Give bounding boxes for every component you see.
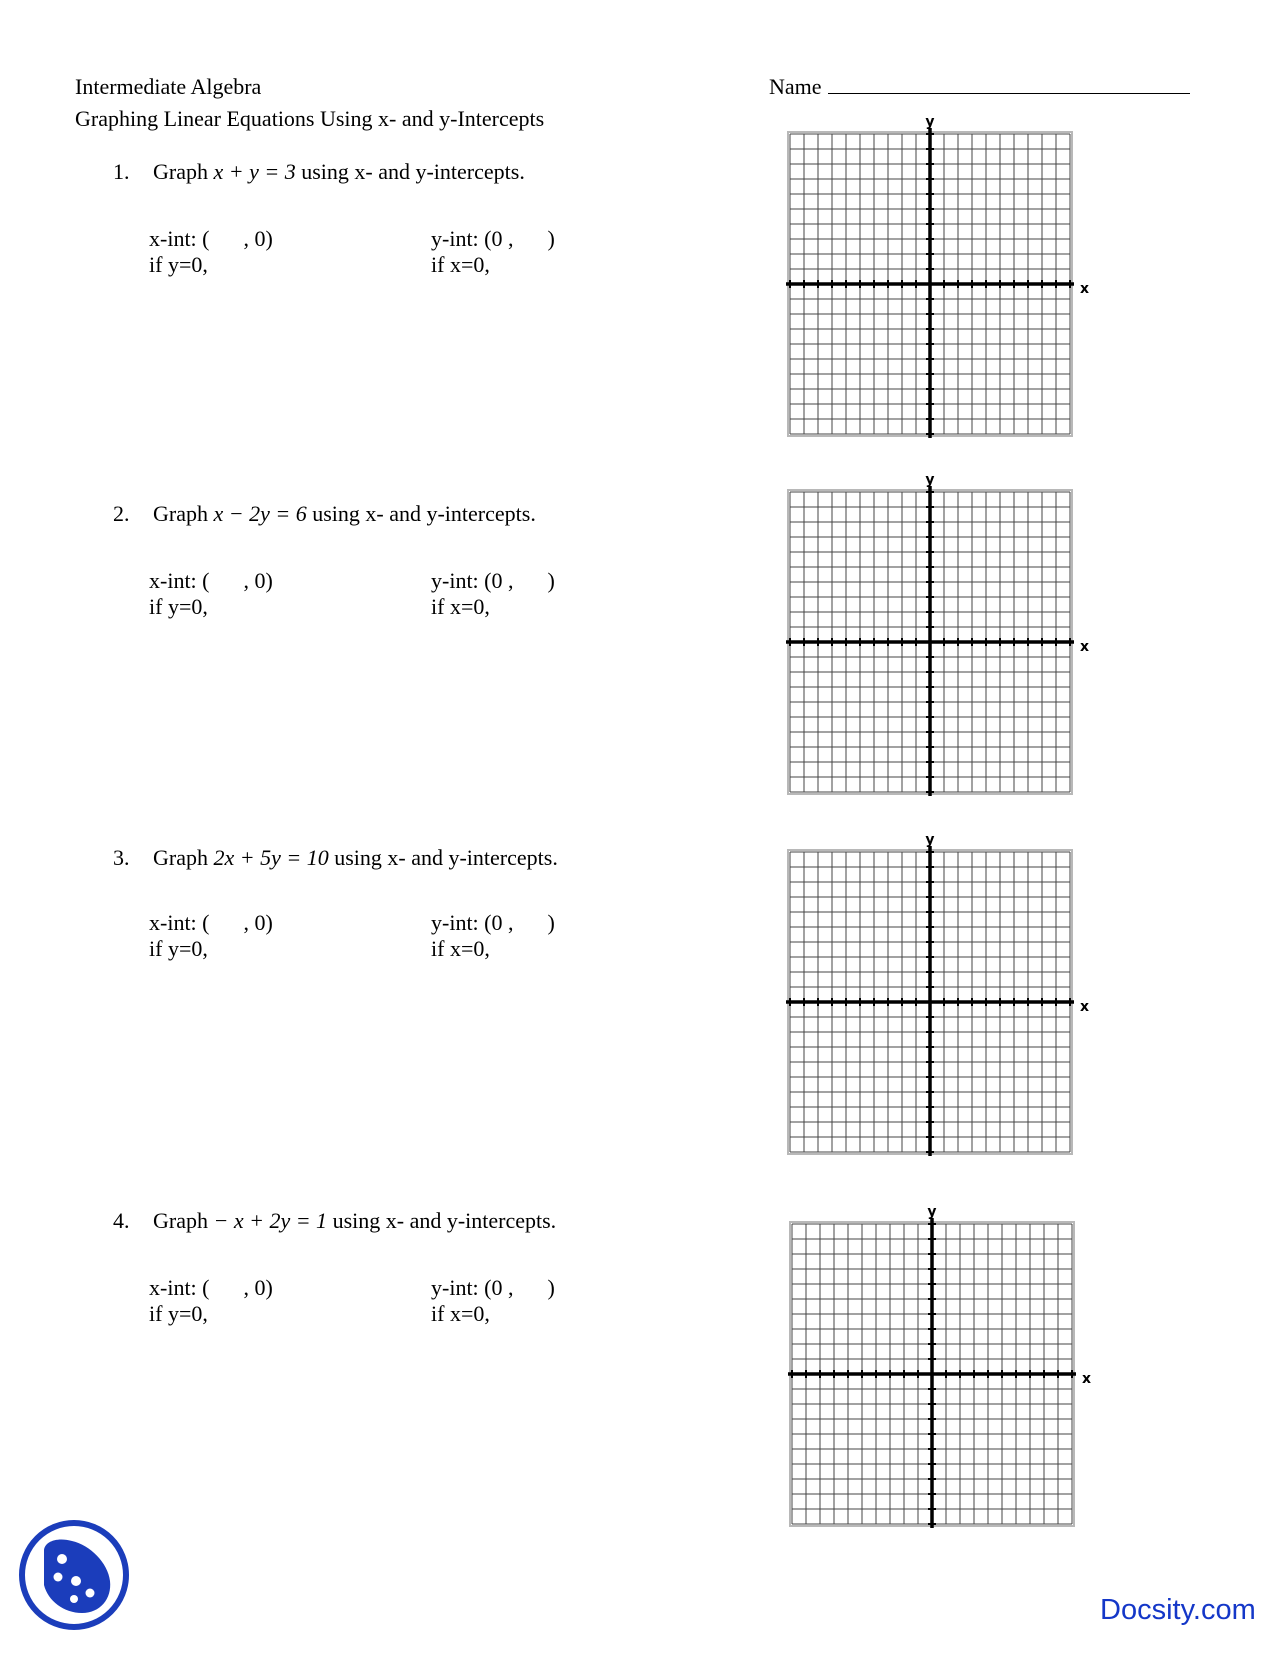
- problem-suffix: using x- and y-intercepts.: [332, 1208, 557, 1233]
- yint-label: y-int: (0 ,: [431, 910, 514, 935]
- x-axis-label: x: [1082, 1371, 1092, 1387]
- yint-close: ): [547, 1275, 555, 1300]
- x-axis-label: x: [1080, 639, 1090, 655]
- graph-grid-4[interactable]: [782, 1204, 1102, 1552]
- graph-grid-1[interactable]: [780, 114, 1100, 462]
- problem-number: 1.: [113, 159, 130, 184]
- problem-2-xint: [149, 568, 273, 594]
- problem-4-yint: [431, 1275, 555, 1301]
- problem-number: 2.: [113, 501, 130, 526]
- yint-close: ): [547, 226, 555, 251]
- yint-close: ): [547, 910, 555, 935]
- problem-2-yint: [431, 568, 555, 594]
- problem-number: 4.: [113, 1208, 130, 1233]
- course-title: Intermediate Algebra: [75, 74, 262, 99]
- problem-2-yint-condition: if x=0,: [431, 594, 490, 619]
- y-axis-label: y: [925, 114, 935, 130]
- xint-label: x-int: (: [149, 910, 210, 935]
- problem-suffix: using x- and y-intercepts.: [334, 845, 558, 870]
- problem-number: 3.: [113, 845, 130, 870]
- problem-3-xint-condition: if y=0,: [149, 936, 208, 961]
- problem-4-xint: [149, 1275, 273, 1301]
- problem-3-xint: [149, 910, 273, 936]
- problem-4-statement: [113, 1208, 556, 1234]
- x-axis-label: x: [1080, 281, 1090, 297]
- problem-prefix: Graph: [153, 501, 208, 526]
- name-blank-line[interactable]: [828, 74, 1190, 94]
- graph-grid-3[interactable]: [780, 832, 1100, 1180]
- problem-prefix: Graph: [153, 1208, 208, 1233]
- name-field[interactable]: [769, 74, 1190, 100]
- problem-2-statement: [113, 501, 536, 527]
- xint-close: , 0): [243, 226, 273, 251]
- problem-4-yint-condition: if x=0,: [431, 1301, 490, 1326]
- xint-close: , 0): [243, 568, 273, 593]
- worksheet-topic: Graphing Linear Equations Using x- and y-Intercepts: [75, 106, 545, 131]
- problem-equation: x − 2y = 6: [213, 501, 307, 526]
- problem-3-statement: [113, 845, 558, 871]
- problem-equation: x + y = 3: [213, 159, 296, 184]
- problem-1-xint-condition: if y=0,: [149, 252, 208, 277]
- yint-label: y-int: (0 ,: [431, 1275, 514, 1300]
- yint-label: y-int: (0 ,: [431, 226, 514, 251]
- problem-4-xint-condition: if y=0,: [149, 1301, 208, 1326]
- y-axis-label: y: [927, 1204, 937, 1220]
- xint-close: , 0): [243, 910, 273, 935]
- problem-equation: 2x + 5y = 10: [213, 845, 329, 870]
- problem-suffix: using x- and y-intercepts.: [312, 501, 536, 526]
- yint-close: ): [547, 568, 555, 593]
- xint-close: , 0): [243, 1275, 273, 1300]
- xint-label: x-int: (: [149, 568, 210, 593]
- problem-equation: − x + 2y = 1: [213, 1208, 328, 1233]
- xint-label: x-int: (: [149, 1275, 210, 1300]
- docsity-watermark[interactable]: Docsity.com: [1100, 1594, 1256, 1626]
- graph-grid-2[interactable]: [780, 472, 1100, 820]
- problem-prefix: Graph: [153, 845, 208, 870]
- y-axis-label: y: [925, 472, 935, 488]
- problem-2-xint-condition: if y=0,: [149, 594, 208, 619]
- problem-suffix: using x- and y-intercepts.: [301, 159, 525, 184]
- xint-label: x-int: (: [149, 226, 210, 251]
- problem-1-statement: [113, 159, 525, 185]
- name-label: Name: [769, 74, 822, 99]
- problem-1-yint: [431, 226, 555, 252]
- problem-prefix: Graph: [153, 159, 208, 184]
- problem-3-yint-condition: if x=0,: [431, 936, 490, 961]
- docsity-logo-icon: [18, 1519, 130, 1631]
- problem-3-yint: [431, 910, 555, 936]
- problem-1-xint: [149, 226, 273, 252]
- problem-1-yint-condition: if x=0,: [431, 252, 490, 277]
- x-axis-label: x: [1080, 999, 1090, 1015]
- yint-label: y-int: (0 ,: [431, 568, 514, 593]
- y-axis-label: y: [925, 832, 935, 848]
